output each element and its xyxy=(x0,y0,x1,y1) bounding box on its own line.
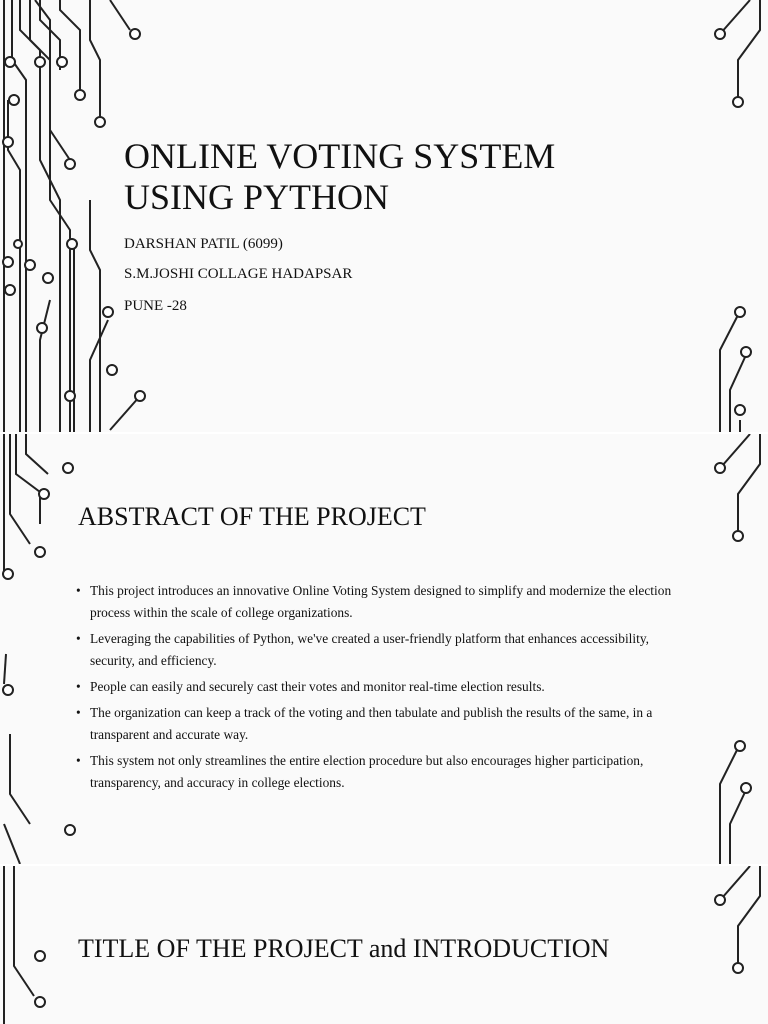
bullet-marker: • xyxy=(76,631,81,646)
introduction-slide xyxy=(0,866,768,1024)
list-item xyxy=(76,676,696,698)
title-slide xyxy=(0,0,768,432)
bullet-text: This system not only streamlines the entire election procedure but also encourages higher participation, transparency, and accuracy in college elections. xyxy=(90,753,644,790)
bullet-text: Leveraging the capabilities of Python, we've created a user-friendly platform that enhances accessibility, security, and efficiency. xyxy=(90,631,649,668)
city-name: PUNE -28 xyxy=(124,298,187,314)
circuit-decoration-right xyxy=(700,434,768,864)
circuit-decoration-left xyxy=(0,434,80,864)
college-name: S.M.JOSHI COLLAGE HADAPSAR xyxy=(124,266,353,282)
abstract-slide xyxy=(0,434,768,864)
author-name: DARSHAN PATIL (6099) xyxy=(124,236,283,252)
title-line-2: USING PYTHON xyxy=(124,177,390,217)
bullet-marker: • xyxy=(76,753,81,768)
abstract-heading: ABSTRACT OF THE PROJECT xyxy=(78,502,426,531)
list-item xyxy=(76,580,696,624)
bullet-marker: • xyxy=(76,679,81,694)
bullet-text: This project introduces an innovative Online Voting System designed to simplify and modernize the election process within the scale of college organizations. xyxy=(90,583,672,620)
bullet-marker: • xyxy=(76,705,81,720)
circuit-decoration-left xyxy=(0,866,60,1024)
abstract-bullet-list xyxy=(76,580,696,798)
bullet-marker: • xyxy=(76,583,81,598)
bullet-text: The organization can keep a track of the voting and then tabulate and publish the results of the same, in a transparent and accurate way. xyxy=(90,705,653,742)
circuit-decoration-right xyxy=(700,866,768,1024)
title-line-1: ONLINE VOTING SYSTEM xyxy=(124,136,556,176)
bullet-text: People can easily and securely cast their votes and monitor real-time election results. xyxy=(90,679,545,694)
list-item xyxy=(76,628,696,672)
circuit-decoration-right xyxy=(700,0,768,432)
list-item xyxy=(76,702,696,746)
slide-title xyxy=(124,136,684,218)
list-item xyxy=(76,750,696,794)
introduction-heading: TITLE OF THE PROJECT and INTRODUCTION xyxy=(78,934,610,963)
